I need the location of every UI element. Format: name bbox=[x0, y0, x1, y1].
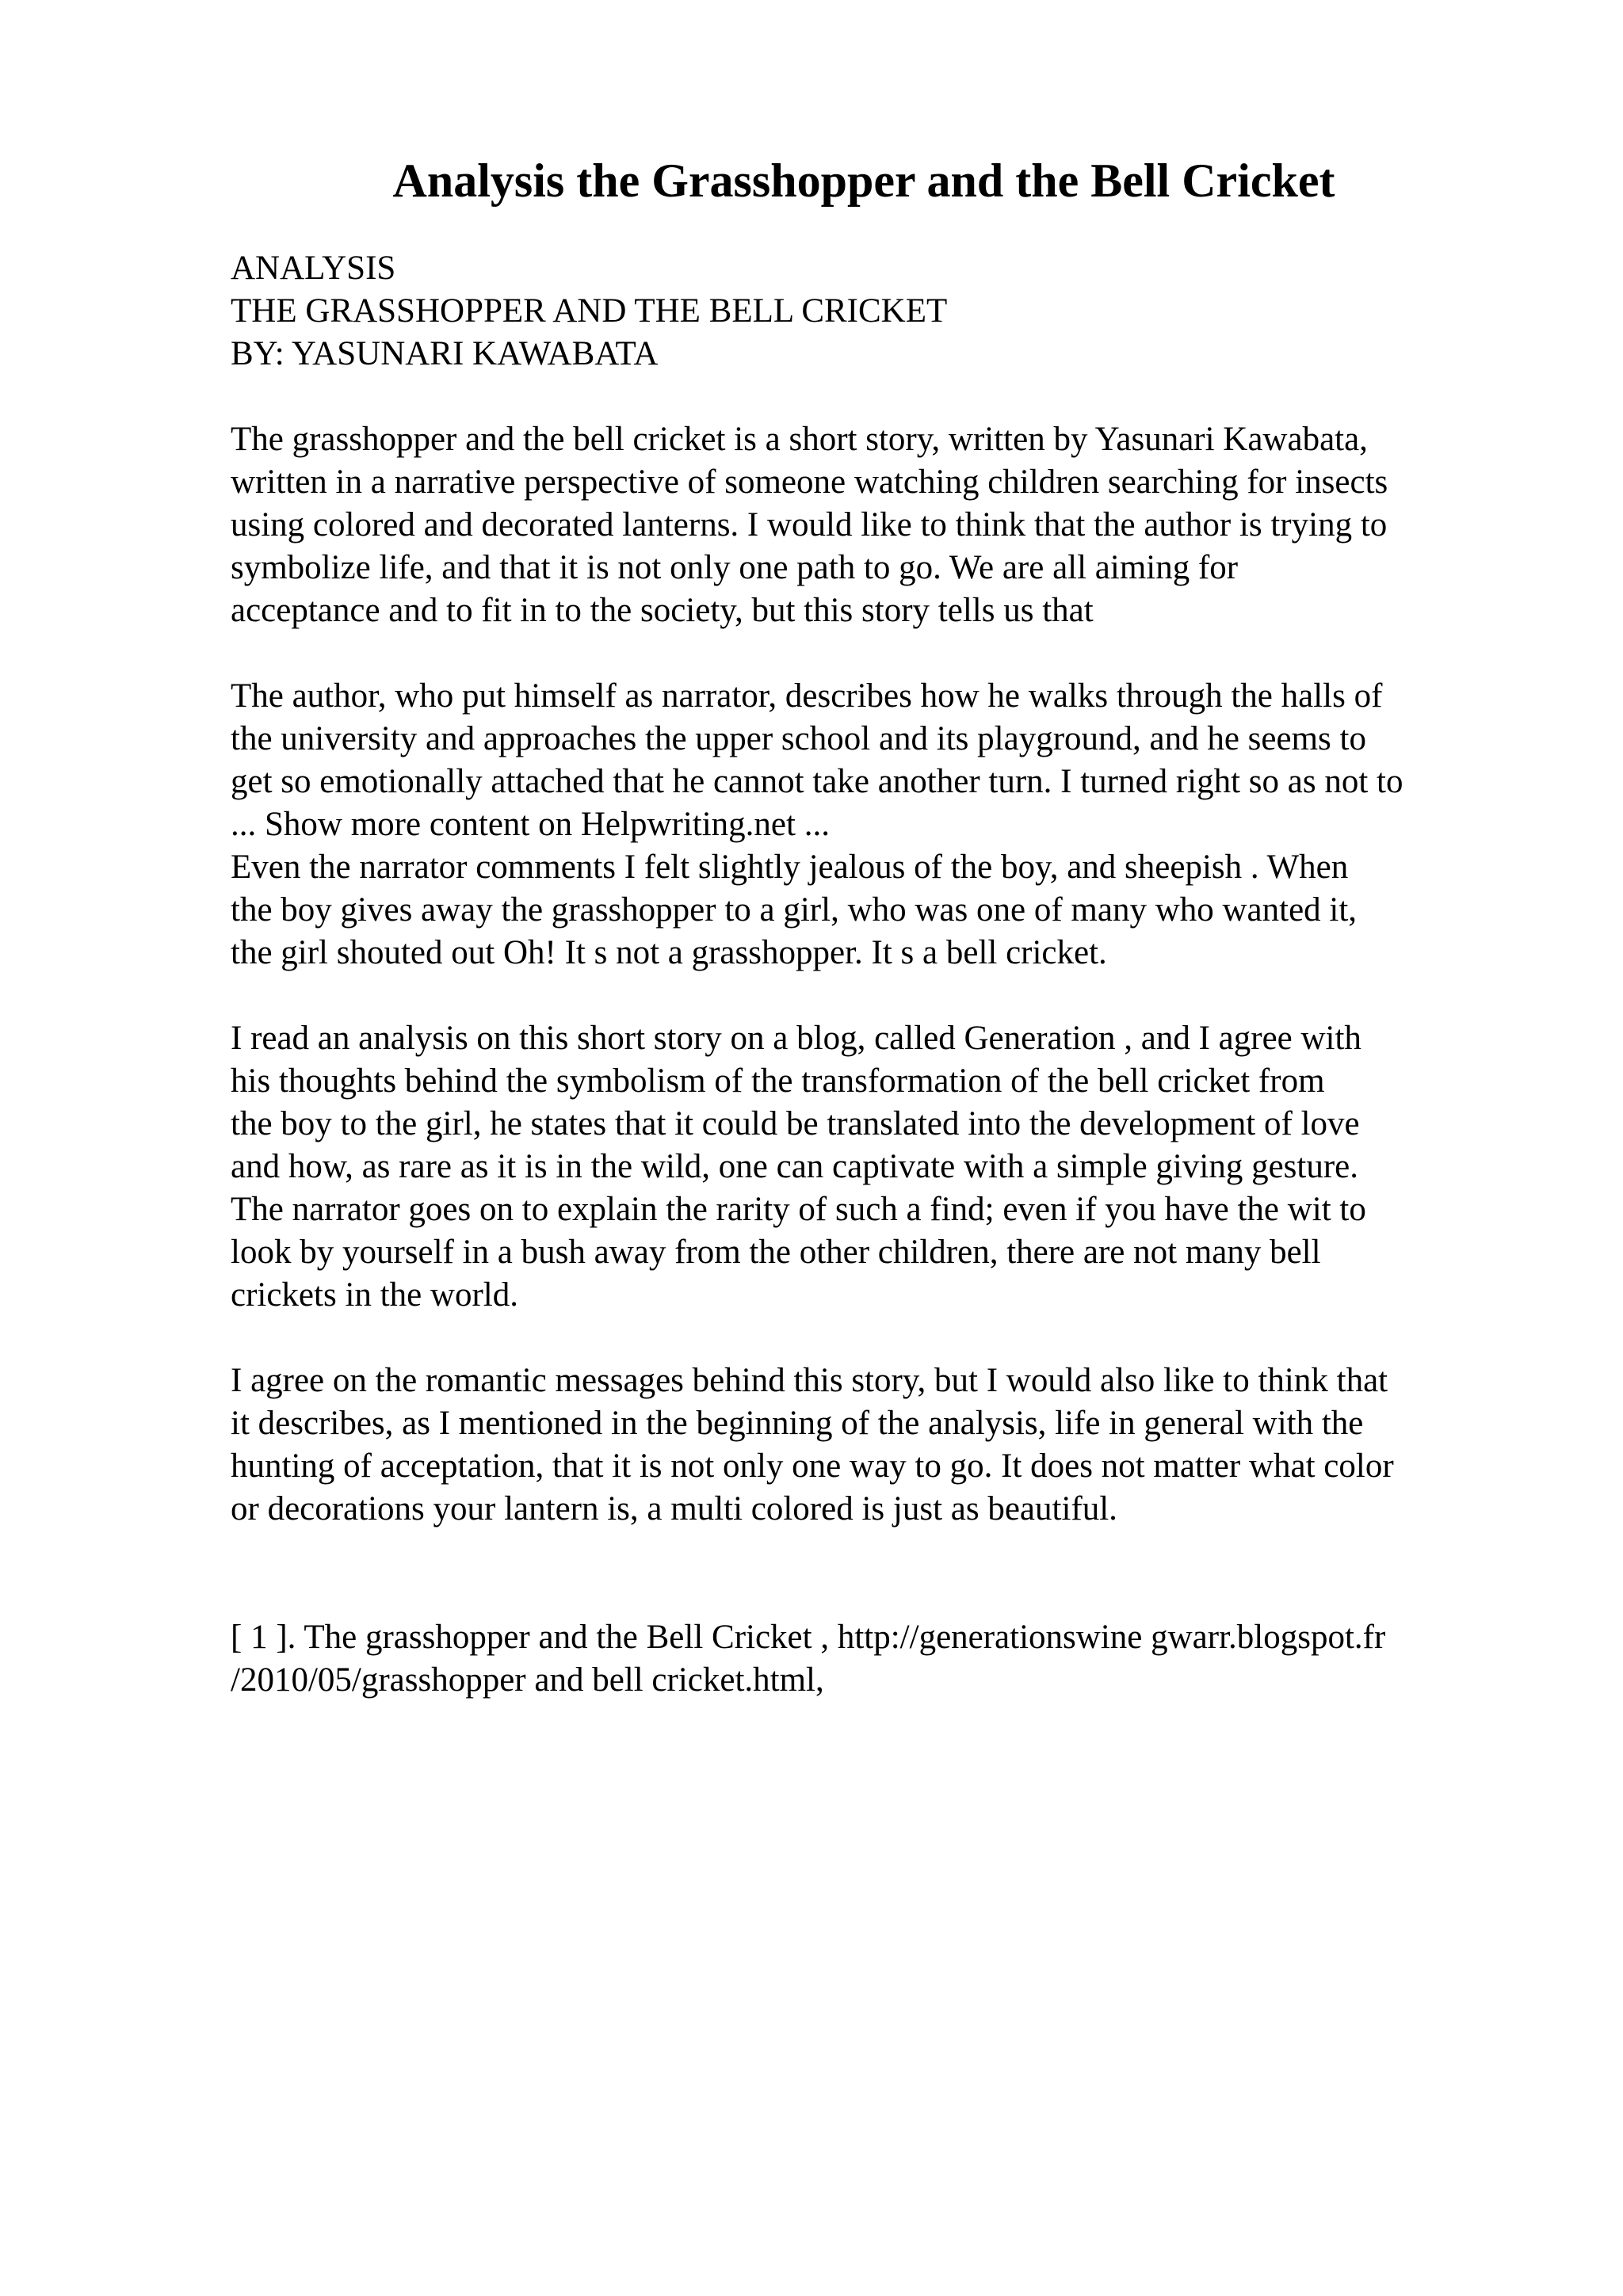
paragraph-line: or decorations your lantern is, a multi colored is just as beautiful. bbox=[231, 1490, 1117, 1527]
paragraph-2 bbox=[231, 675, 1546, 974]
paragraph-line: the boy to the girl, he states that it could be translated into the development of love bbox=[231, 1105, 1360, 1142]
header-line: ANALYSIS bbox=[231, 250, 396, 287]
paragraph-line: and how, as rare as it is in the wild, one can captivate with a simple giving gesture. bbox=[231, 1148, 1358, 1185]
paragraph-line: symbolize life, and that it is not only one path to go. We are all aiming for bbox=[231, 549, 1239, 586]
footnote-line: /2010/05/grasshopper and bell cricket.html, bbox=[231, 1661, 824, 1699]
paragraph-line: The narrator goes on to explain the rarity of such a find; even if you have the wit to bbox=[231, 1191, 1366, 1228]
paragraph-line: I agree on the romantic messages behind this story, but I would also like to think that bbox=[231, 1362, 1388, 1399]
paragraph-line: The grasshopper and the bell cricket is a short story, written by Yasunari Kawabata, bbox=[231, 421, 1368, 458]
paragraph-line: look by yourself in a bush away from the other children, there are not many bell bbox=[231, 1234, 1321, 1271]
footnote-line: [ 1 ]. The grasshopper and the Bell Cricket , http://generationswine gwarr.blogspot.fr bbox=[231, 1619, 1386, 1656]
paragraph-line: hunting of acceptation, that it is not only one way to go. It does not matter what color bbox=[231, 1447, 1394, 1485]
paragraph-line: the girl shouted out Oh! It s not a grasshopper. It s a bell cricket. bbox=[231, 934, 1107, 971]
paragraph-line: get so emotionally attached that he cannot take another turn. I turned right so as not to bbox=[231, 763, 1403, 800]
paragraph-line: crickets in the world. bbox=[231, 1276, 519, 1314]
paragraph-line: I read an analysis on this short story on a blog, called Generation , and I agree with bbox=[231, 1020, 1361, 1057]
header-line: BY: YASUNARI KAWABATA bbox=[231, 335, 659, 372]
paragraph-line: using colored and decorated lanterns. I would like to think that the author is trying to bbox=[231, 506, 1388, 543]
paragraph-4 bbox=[231, 1360, 1546, 1531]
paragraph-line: his thoughts behind the symbolism of the transformation of the bell cricket from bbox=[231, 1062, 1325, 1100]
paragraph-1 bbox=[231, 418, 1546, 632]
footnote bbox=[231, 1616, 1546, 1702]
header-line: THE GRASSHOPPER AND THE BELL CRICKET bbox=[231, 292, 948, 330]
document-title: Analysis the Grasshopper and the Bell Cricket bbox=[392, 154, 1335, 207]
paragraph-line: acceptance and to fit in to the society, but this story tells us that bbox=[231, 592, 1094, 629]
show-more-line: ... Show more content on Helpwriting.net ... bbox=[231, 806, 830, 843]
paragraph-line: Even the narrator comments I felt slightly jealous of the boy, and sheepish . When bbox=[231, 849, 1349, 886]
paragraph-line: written in a narrative perspective of someone watching children searching for insects bbox=[231, 463, 1388, 501]
header-block bbox=[231, 247, 1546, 376]
paragraph-line: the university and approaches the upper school and its playground, and he seems to bbox=[231, 720, 1366, 757]
paragraph-line: it describes, as I mentioned in the beginning of the analysis, life in general with the bbox=[231, 1405, 1364, 1442]
paragraph-3 bbox=[231, 1017, 1546, 1317]
paragraph-line: the boy gives away the grasshopper to a girl, who was one of many who wanted it, bbox=[231, 891, 1358, 929]
paragraph-line: The author, who put himself as narrator, describes how he walks through the halls of bbox=[231, 677, 1383, 715]
